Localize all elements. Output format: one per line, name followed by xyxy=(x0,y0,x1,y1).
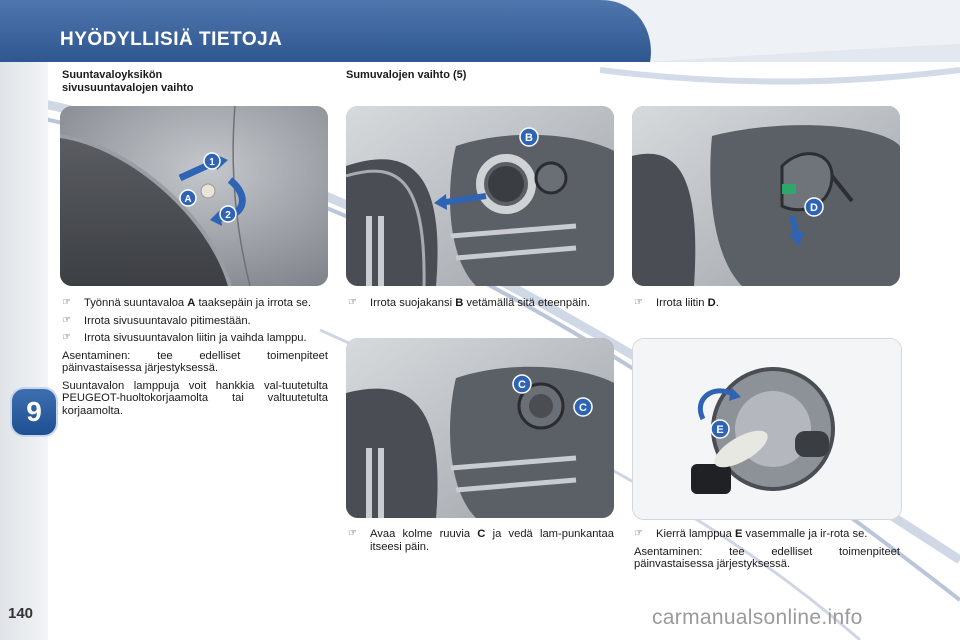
label-c-text-1: C xyxy=(518,379,526,391)
step-text-post: . xyxy=(715,297,719,309)
step-text-pre: Irrota liitin xyxy=(656,297,708,309)
chapter-tab[interactable]: 9 xyxy=(12,389,56,435)
step-text-post: taaksepäin ja irrota se. xyxy=(195,297,312,309)
step-text-pre: Irrota suojakansi xyxy=(370,297,456,309)
step-turn-bulb xyxy=(634,528,900,541)
label-2-text: 2 xyxy=(225,210,231,221)
label-c-circle-2 xyxy=(572,396,594,418)
step-key: D xyxy=(707,297,716,309)
step-text-pre: Työnnä suuntavaloa xyxy=(84,297,188,309)
step-text-pre: Irrota sivusuuntavalon liitin ja vaihda lamppu. xyxy=(84,332,307,344)
label-d-circle xyxy=(803,196,825,218)
pointing-hand-icon: ☞ xyxy=(348,528,357,539)
pointing-hand-icon: ☞ xyxy=(348,297,357,308)
left-margin-strip xyxy=(0,62,48,640)
step-key: E xyxy=(734,528,743,540)
text-step-c xyxy=(348,528,614,558)
step-push-indicator xyxy=(62,297,328,310)
text-step-b xyxy=(348,297,614,315)
heading-line-2: sivusuuntavalojen vaihto xyxy=(62,82,194,94)
pointing-hand-icon: ☞ xyxy=(634,528,643,539)
step-key: A xyxy=(187,297,196,309)
label-d-text: D xyxy=(810,202,818,214)
text-step-d xyxy=(634,297,900,315)
figure-fog-cover-b xyxy=(346,106,614,286)
step-text-post: vasemmalle ja ir-rota se. xyxy=(742,528,868,540)
step-disconnect-connector xyxy=(634,297,900,310)
figure-side-indicator xyxy=(60,106,328,286)
label-b-text: B xyxy=(525,132,533,144)
step-text-pre: Irrota sivusuuntavalo pitimestään. xyxy=(84,314,251,327)
label-1-text: 1 xyxy=(209,157,215,168)
label-c-circle-1 xyxy=(511,373,533,395)
note-reassembly-fog: Asentaminen: tee edelliset toimenpiteet päinvastaisessa järjestyksessä. xyxy=(634,545,900,570)
note-reassembly: Asentaminen: tee edelliset toimenpiteet päinvastaisessa järjestyksessä. xyxy=(62,349,328,374)
pointing-hand-icon: ☞ xyxy=(62,314,71,326)
step-key: B xyxy=(455,297,464,309)
page-number: 140 xyxy=(8,605,34,622)
text-step-e xyxy=(634,528,900,576)
step-text-pre: Kierrä lamppua xyxy=(656,528,735,540)
label-a-text: A xyxy=(184,194,192,205)
note-bulb-availability: Suuntavalon lamppuja voit hankkia val-tuutetulta PEUGEOT-huoltokorjaamolta tai valtuutetulta korjaamolta. xyxy=(62,379,328,417)
page-title: HYÖDYLLISIÄ TIETOJA xyxy=(60,29,283,50)
step-remove-from-holder xyxy=(62,315,328,328)
pointing-hand-icon: ☞ xyxy=(634,297,643,308)
step-key: C xyxy=(477,528,486,540)
label-1-circle xyxy=(202,151,222,171)
pointing-hand-icon: ☞ xyxy=(62,332,71,343)
watermark: carmanualsonline.info xyxy=(652,606,863,629)
step-open-screws xyxy=(348,528,614,553)
figure-connector-d xyxy=(632,106,900,286)
label-e-circle xyxy=(709,418,731,440)
step-remove-cover xyxy=(348,297,614,310)
figure-screws-c xyxy=(346,338,614,518)
step-disconnect-replace xyxy=(62,332,328,345)
heading-line-1: Suuntavaloyksikön xyxy=(62,69,163,81)
section-heading-indicator xyxy=(62,69,193,95)
step-text-post: vetämällä sitä eteenpäin. xyxy=(463,297,591,309)
step-text-pre: Avaa kolme ruuvia xyxy=(370,528,478,540)
pointing-hand-icon: ☞ xyxy=(62,297,71,308)
label-a-circle xyxy=(178,188,198,208)
label-c-text-2: C xyxy=(579,402,587,414)
label-e-text: E xyxy=(716,424,724,436)
section-heading-foglights: Sumuvalojen vaihto (5) xyxy=(346,69,467,81)
label-b-circle xyxy=(518,126,540,148)
label-2-circle xyxy=(218,204,238,224)
figure-bulb-e xyxy=(632,338,902,520)
step-text-post: ja vedä lam-punkantaa itseesi päin. xyxy=(370,528,614,553)
left-column-text xyxy=(62,297,328,422)
